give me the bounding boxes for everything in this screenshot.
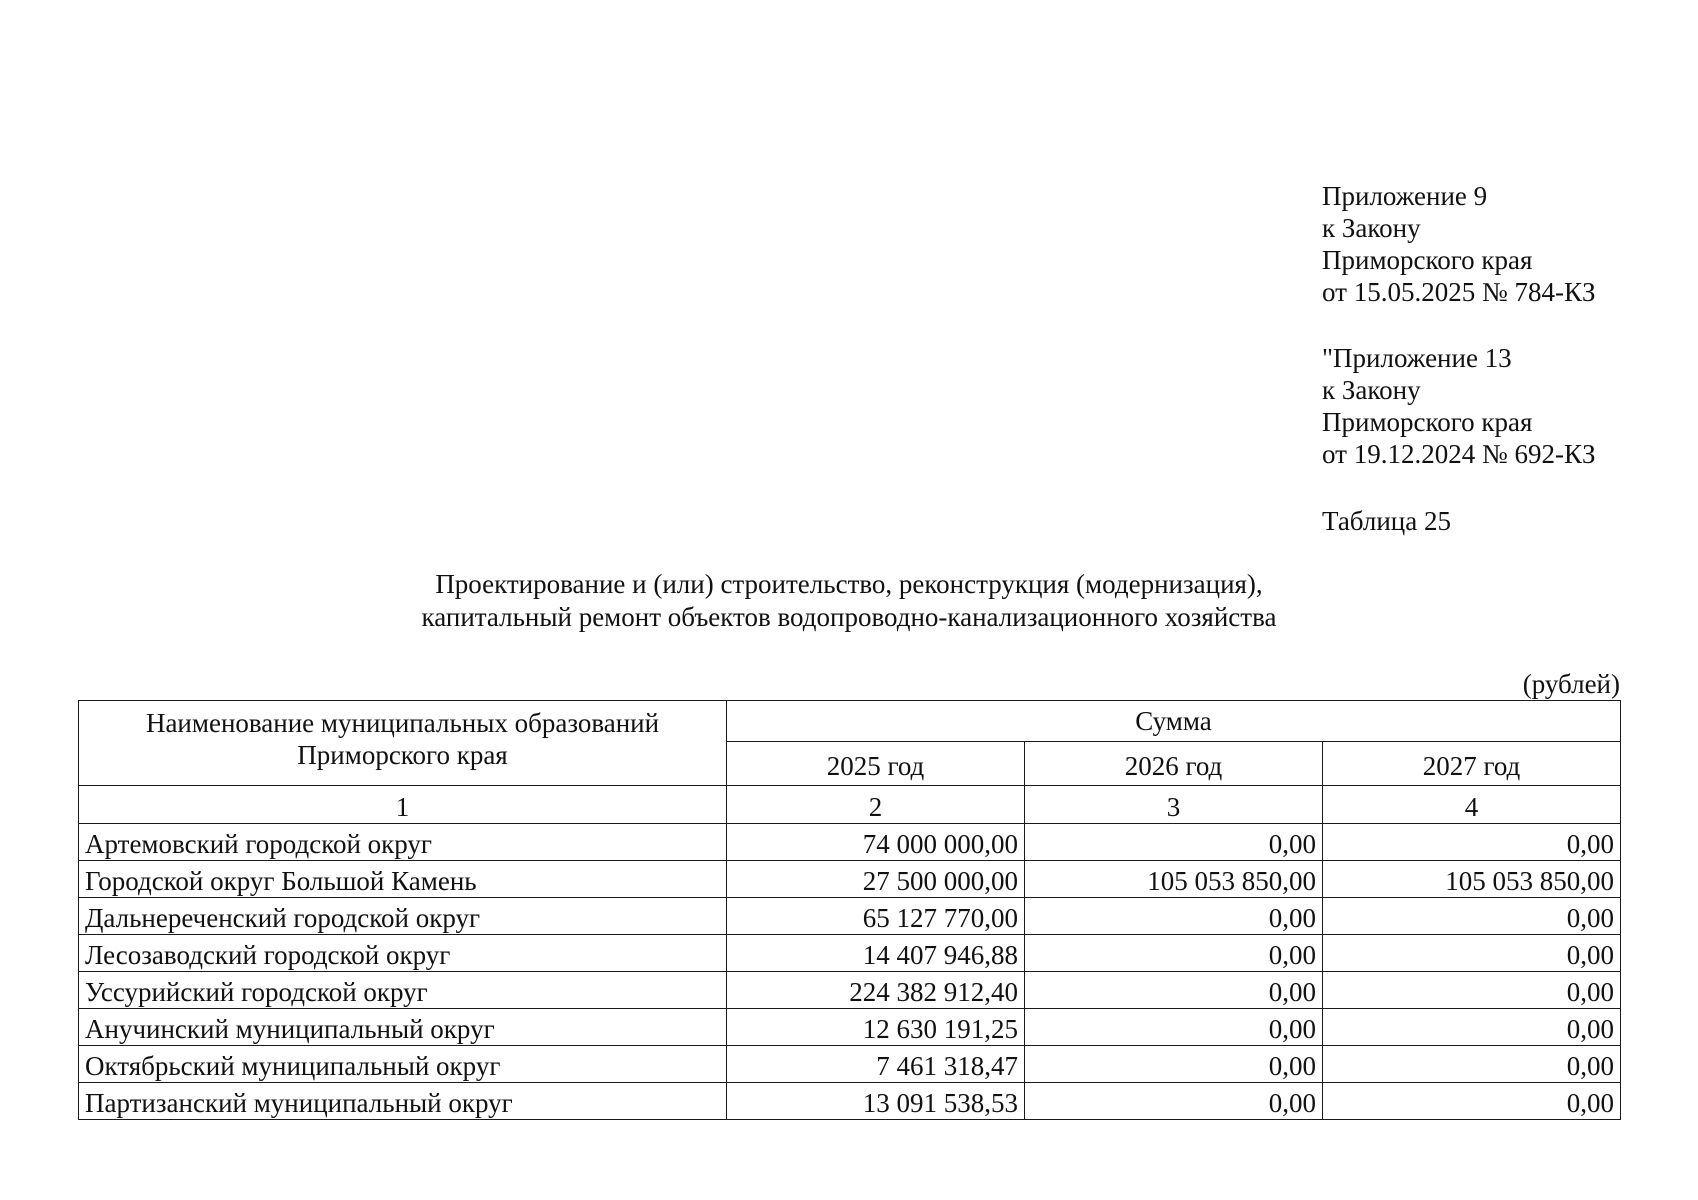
table-number: Таблица 25 [1322, 506, 1451, 536]
table-row [79, 898, 1621, 935]
ref-appendix-law-date: от 19.12.2024 № 692-КЗ [1322, 439, 1596, 469]
municipality-name: Уссурийский городской округ [79, 972, 727, 1009]
title-line-1: Проектирование и (или) строительство, реконструкция (модернизация), [435, 569, 1263, 599]
ref-appendix-law-label: к Закону [1322, 375, 1421, 405]
units-label: (рублей) [1522, 669, 1620, 699]
table-row [79, 861, 1621, 898]
header-sum: Сумма [727, 701, 1621, 742]
document-title [300, 568, 1398, 634]
table-row [79, 935, 1621, 972]
table-row [79, 1083, 1621, 1120]
header-municipality-line-2: Приморского края [297, 740, 508, 770]
appendix-header [1322, 180, 1595, 308]
referenced-appendix-header [1322, 342, 1595, 470]
amount-2025: 224 382 912,40 [727, 972, 1025, 1009]
municipality-name: Дальнереченский городской округ [79, 898, 727, 935]
ref-appendix-region: Приморского края [1322, 407, 1533, 437]
budget-table [78, 700, 1621, 1120]
table-row [79, 972, 1621, 1009]
amount-2026: 0,00 [1025, 898, 1323, 935]
header-municipality-line-1: Наименование муниципальных образований [145, 708, 660, 738]
amount-2027: 105 053 850,00 [1323, 861, 1621, 898]
municipality-name: Артемовский городской округ [79, 824, 727, 861]
appendix-law-date: от 15.05.2025 № 784-КЗ [1322, 277, 1596, 307]
header-municipality [79, 701, 727, 786]
amount-2025: 13 091 538,53 [727, 1083, 1025, 1120]
amount-2027: 0,00 [1323, 935, 1621, 972]
amount-2026: 0,00 [1025, 935, 1323, 972]
column-number-row [79, 786, 1621, 824]
amount-2026: 0,00 [1025, 1046, 1323, 1083]
amount-2027: 0,00 [1323, 1009, 1621, 1046]
column-number: 1 [79, 786, 727, 824]
amount-2025: 12 630 191,25 [727, 1009, 1025, 1046]
municipality-name: Партизанский муниципальный округ [79, 1083, 727, 1120]
amount-2027: 0,00 [1323, 898, 1621, 935]
municipality-name: Лесозаводский городской округ [79, 935, 727, 972]
amount-2027: 0,00 [1323, 1083, 1621, 1120]
amount-2026: 105 053 850,00 [1025, 861, 1323, 898]
amount-2026: 0,00 [1025, 1083, 1323, 1120]
table-row [79, 1046, 1621, 1083]
amount-2026: 0,00 [1025, 824, 1323, 861]
municipality-name: Октябрьский муниципальный округ [79, 1046, 727, 1083]
header-year-2025: 2025 год [727, 742, 1025, 786]
amount-2025: 14 407 946,88 [727, 935, 1025, 972]
amount-2026: 0,00 [1025, 972, 1323, 1009]
amount-2027: 0,00 [1323, 1046, 1621, 1083]
header-year-2027: 2027 год [1323, 742, 1621, 786]
column-number: 2 [727, 786, 1025, 824]
municipality-name: Анучинский муниципальный округ [79, 1009, 727, 1046]
table-row [79, 1009, 1621, 1046]
amount-2025: 27 500 000,00 [727, 861, 1025, 898]
column-number: 4 [1323, 786, 1621, 824]
table-row [79, 824, 1621, 861]
amount-2027: 0,00 [1323, 824, 1621, 861]
table-header-row-1 [79, 701, 1621, 742]
appendix-number: Приложение 9 [1322, 181, 1488, 211]
header-year-2026: 2026 год [1025, 742, 1323, 786]
amount-2026: 0,00 [1025, 1009, 1323, 1046]
title-line-2: капитальный ремонт объектов водопроводно-канализационного хозяйства [421, 602, 1277, 632]
appendix-law-label: к Закону [1322, 213, 1421, 243]
ref-appendix-number: "Приложение 13 [1322, 343, 1512, 373]
column-number: 3 [1025, 786, 1323, 824]
municipality-name: Городской округ Большой Камень [79, 861, 727, 898]
amount-2025: 74 000 000,00 [727, 824, 1025, 861]
amount-2027: 0,00 [1323, 972, 1621, 1009]
amount-2025: 65 127 770,00 [727, 898, 1025, 935]
amount-2025: 7 461 318,47 [727, 1046, 1025, 1083]
appendix-region: Приморского края [1322, 245, 1533, 275]
